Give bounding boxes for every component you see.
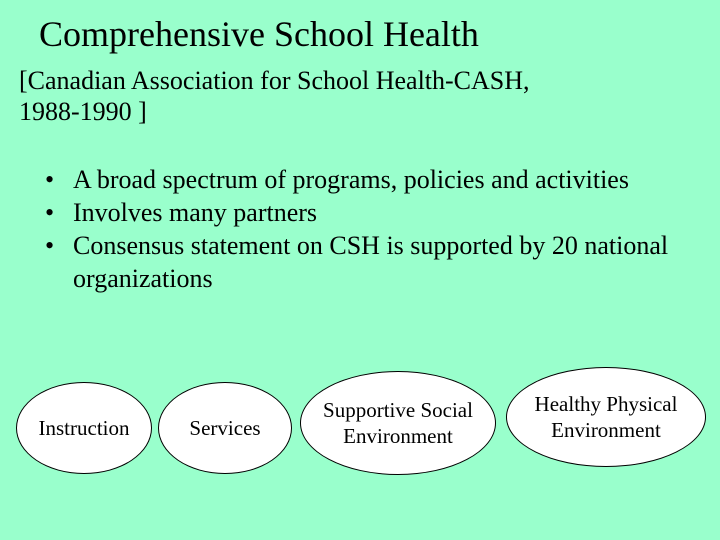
oval-label-line-2: Environment — [551, 418, 661, 442]
oval-label: Instruction — [38, 416, 130, 440]
oval-services — [158, 382, 292, 474]
bullet-text: Involves many partners — [73, 198, 318, 227]
oval-label-line-2: Environment — [343, 424, 453, 448]
bullet-item — [45, 229, 685, 295]
slide-subtitle — [19, 65, 659, 127]
oval-supportive-social-environment — [300, 371, 496, 475]
bullet-text: Consensus statement on CSH is supported by 20 national organizations — [73, 231, 669, 293]
subtitle-line-2: 1988-1990 ] — [19, 97, 147, 126]
oval-label-line-1: Supportive Social — [323, 398, 473, 422]
subtitle-line-1: [Canadian Association for School Health-CASH, — [19, 66, 530, 95]
oval-healthy-physical-environment — [506, 367, 706, 467]
oval-label-line-1: Healthy Physical — [534, 392, 678, 416]
bullet-dot-icon: • — [45, 165, 55, 194]
oval-label: Services — [189, 416, 261, 440]
oval-instruction — [16, 382, 152, 474]
bullet-text: A broad spectrum of programs, policies and activities — [73, 165, 629, 194]
bullet-dot-icon: • — [45, 231, 55, 260]
bullet-item — [45, 163, 685, 196]
bullet-item — [45, 196, 685, 229]
bullet-dot-icon: • — [45, 198, 55, 227]
slide-title: Comprehensive School Health — [39, 14, 479, 54]
bullet-list — [45, 163, 685, 295]
